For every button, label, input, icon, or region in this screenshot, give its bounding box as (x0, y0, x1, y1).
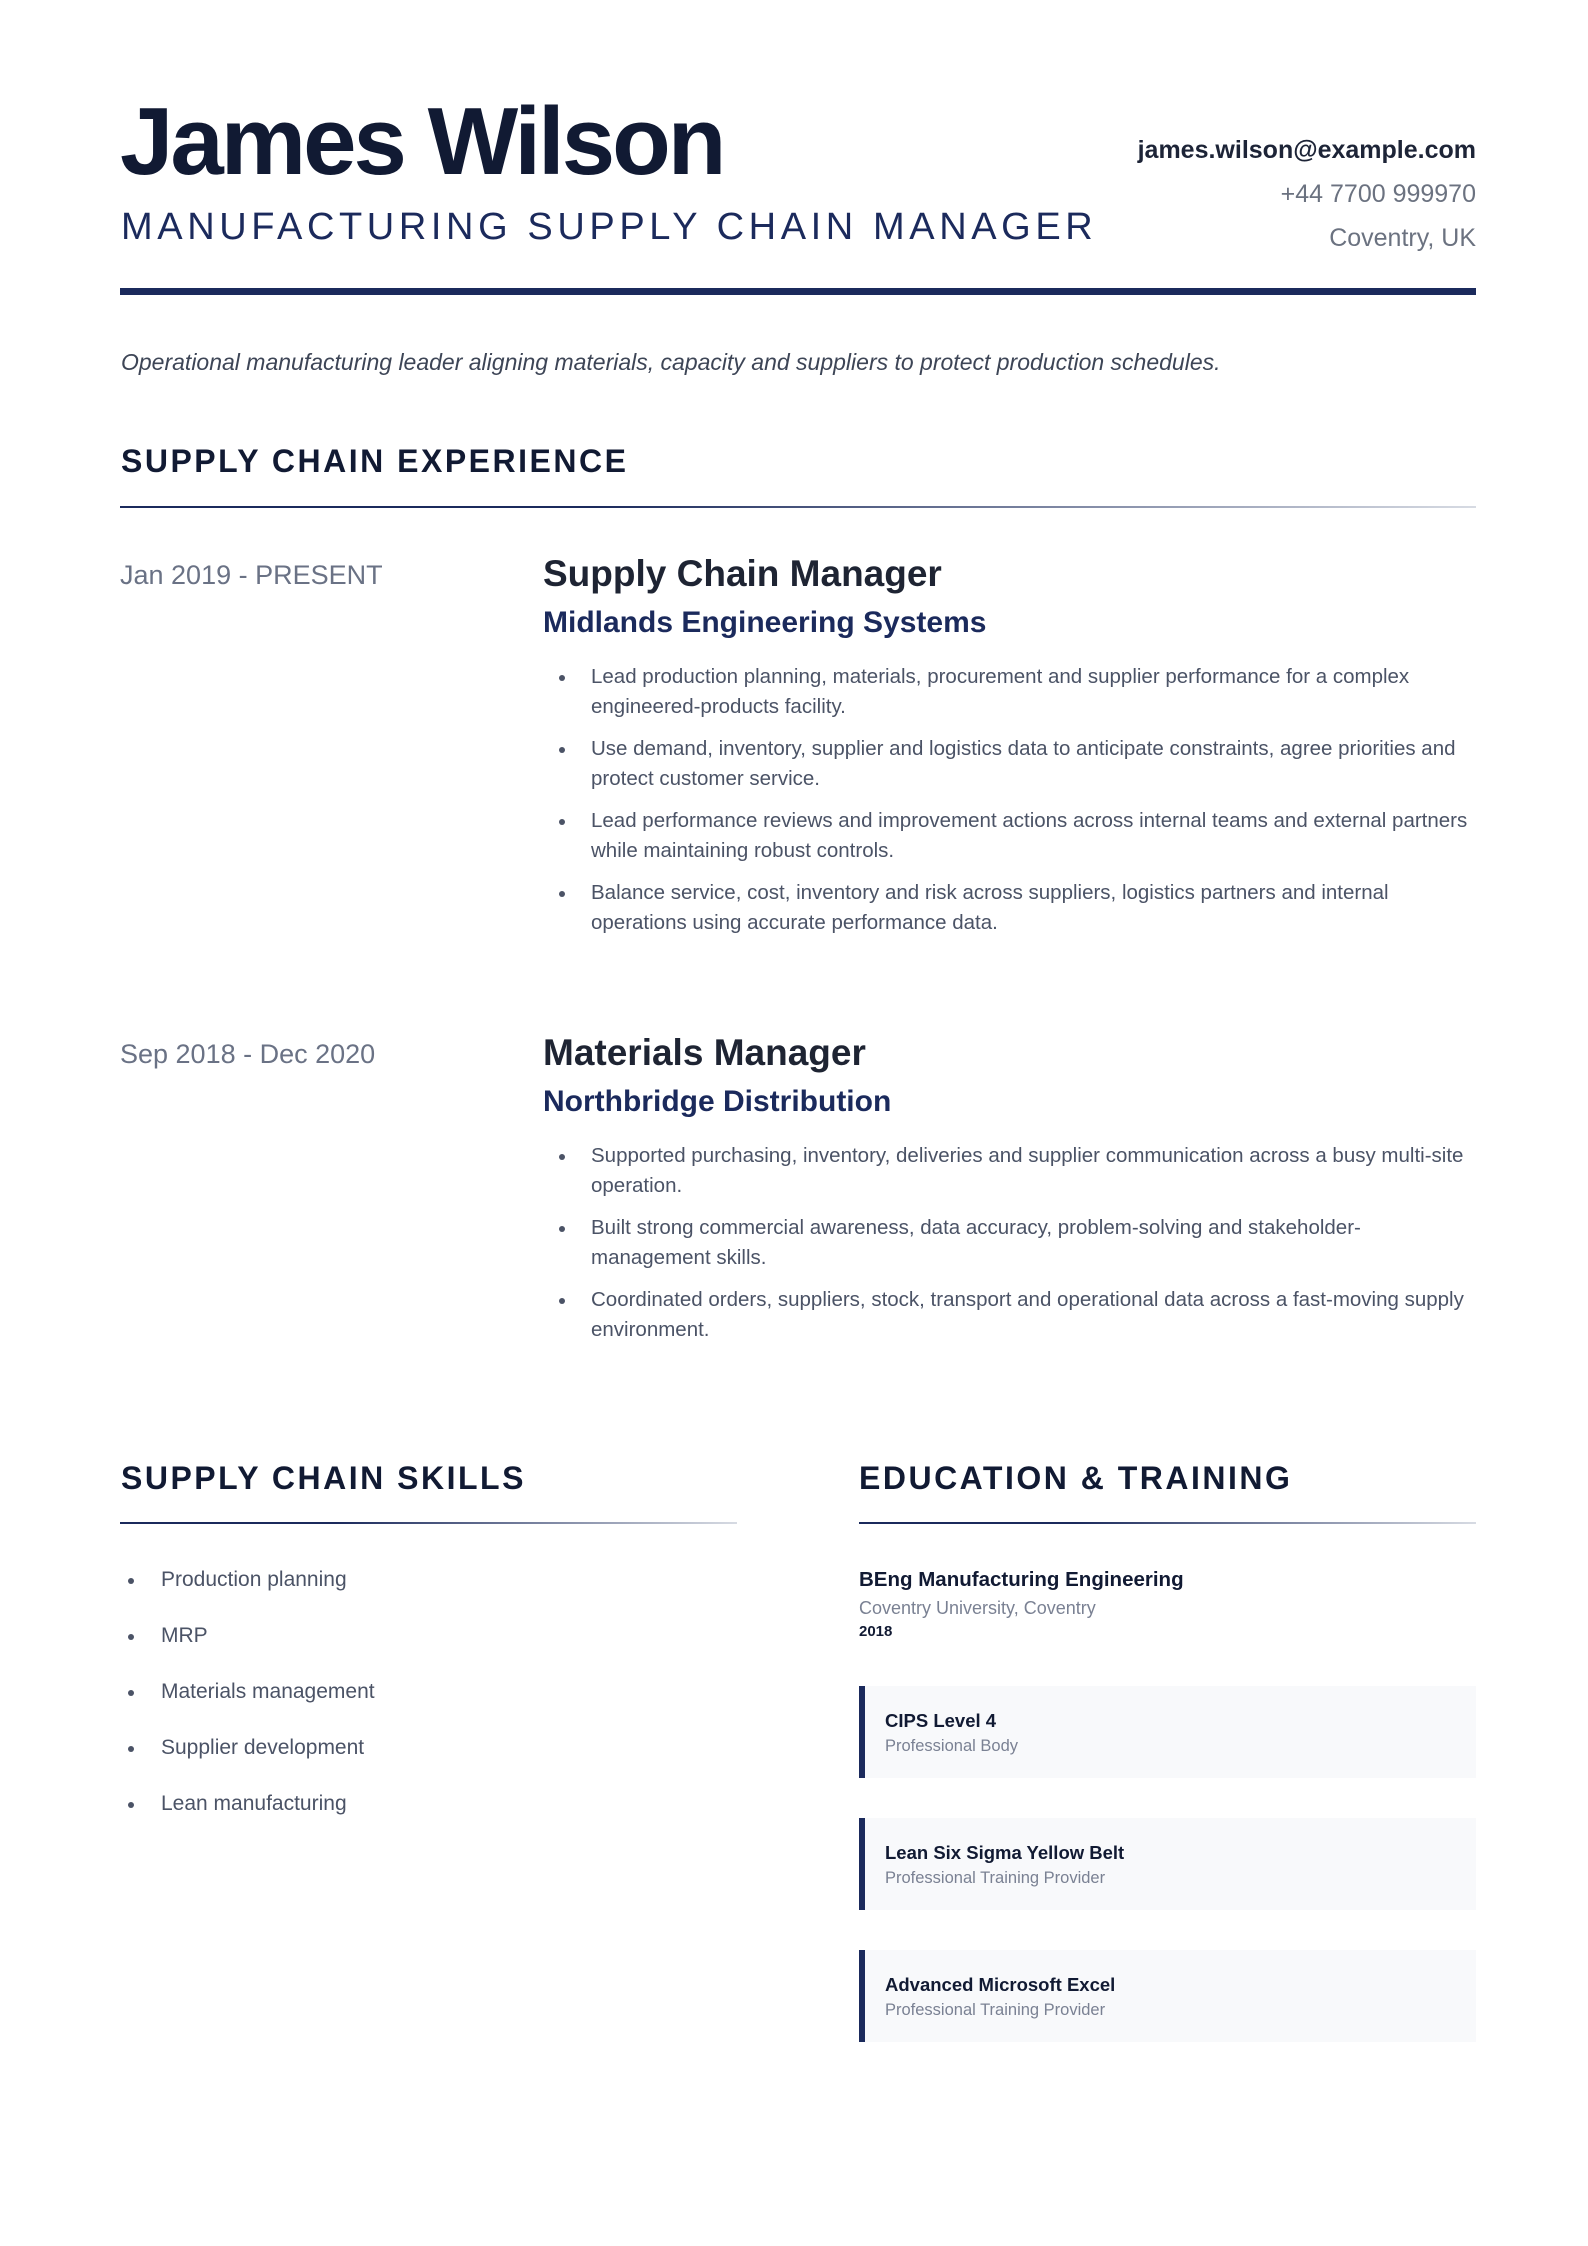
education-heading: EDUCATION & TRAINING (859, 1460, 1293, 1496)
candidate-name: James Wilson (120, 88, 724, 195)
cert-title: Lean Six Sigma Yellow Belt (885, 1842, 1125, 1863)
contact-phone: +44 7700 999970 (1280, 180, 1476, 208)
experience-divider (120, 506, 1476, 508)
job-bullet: Balance service, cost, inventory and risk across suppliers, logistics partners and internal operations using accurate performance data. (543, 878, 1476, 938)
profile-summary: Operational manufacturing leader aligning materials, capacity and suppliers to protect production schedules. (121, 349, 1221, 375)
skill-item: Supplier development (120, 1733, 375, 1763)
job-bullet: Lead performance reviews and improvement actions across internal teams and external partners while maintaining robust controls. (543, 806, 1476, 866)
cert-title: Advanced Microsoft Excel (885, 1974, 1116, 1995)
header-divider (120, 288, 1476, 295)
cert-card (859, 1950, 1476, 2042)
skills-heading: SUPPLY CHAIN SKILLS (121, 1460, 526, 1496)
skill-item: MRP (120, 1621, 375, 1651)
job-bullets (543, 1141, 1476, 1357)
contact-block (1138, 128, 1476, 260)
job-bullet: Supported purchasing, inventory, deliveries and supplier communication across a busy multi-site operation. (543, 1141, 1476, 1201)
skills-divider (120, 1522, 737, 1524)
cert-org: Professional Training Provider (885, 1869, 1106, 1887)
job-bullet: Lead production planning, materials, procurement and supplier performance for a complex engineered-products facility. (543, 662, 1476, 722)
skill-item: Production planning (120, 1565, 375, 1595)
degree-year: 2018 (859, 1623, 893, 1640)
education-divider (859, 1522, 1476, 1524)
job-title: Supply Chain Manager (543, 553, 942, 594)
skill-item: Materials management (120, 1677, 375, 1707)
job-date: Sep 2018 - Dec 2020 (120, 1039, 376, 1069)
skills-list (120, 1565, 375, 1845)
job-title: Materials Manager (543, 1032, 866, 1073)
cert-card (859, 1686, 1476, 1778)
cert-org: Professional Training Provider (885, 2001, 1106, 2019)
job-bullets (543, 662, 1476, 950)
contact-email[interactable]: james.wilson@example.com (1137, 136, 1476, 164)
cert-org: Professional Body (885, 1737, 1018, 1755)
cert-title: CIPS Level 4 (885, 1710, 997, 1731)
candidate-role: MANUFACTURING SUPPLY CHAIN MANAGER (121, 206, 1098, 248)
job-company: Northbridge Distribution (543, 1085, 892, 1118)
job-bullet: Coordinated orders, suppliers, stock, transport and operational data across a fast-moving supply environment. (543, 1285, 1476, 1345)
degree-entry (859, 1565, 1184, 1643)
skill-item: Lean manufacturing (120, 1789, 375, 1819)
job-date: Jan 2019 - PRESENT (120, 560, 383, 590)
job-bullet: Built strong commercial awareness, data accuracy, problem-solving and stakeholder-management skills. (543, 1213, 1476, 1273)
job-company: Midlands Engineering Systems (543, 606, 987, 639)
contact-location: Coventry, UK (1329, 224, 1476, 252)
degree-title: BEng Manufacturing Engineering (859, 1568, 1184, 1591)
cert-card (859, 1818, 1476, 1910)
degree-school: Coventry University, Coventry (859, 1598, 1096, 1618)
job-bullet: Use demand, inventory, supplier and logistics data to anticipate constraints, agree priorities and protect customer service. (543, 734, 1476, 794)
experience-heading: SUPPLY CHAIN EXPERIENCE (121, 443, 629, 479)
